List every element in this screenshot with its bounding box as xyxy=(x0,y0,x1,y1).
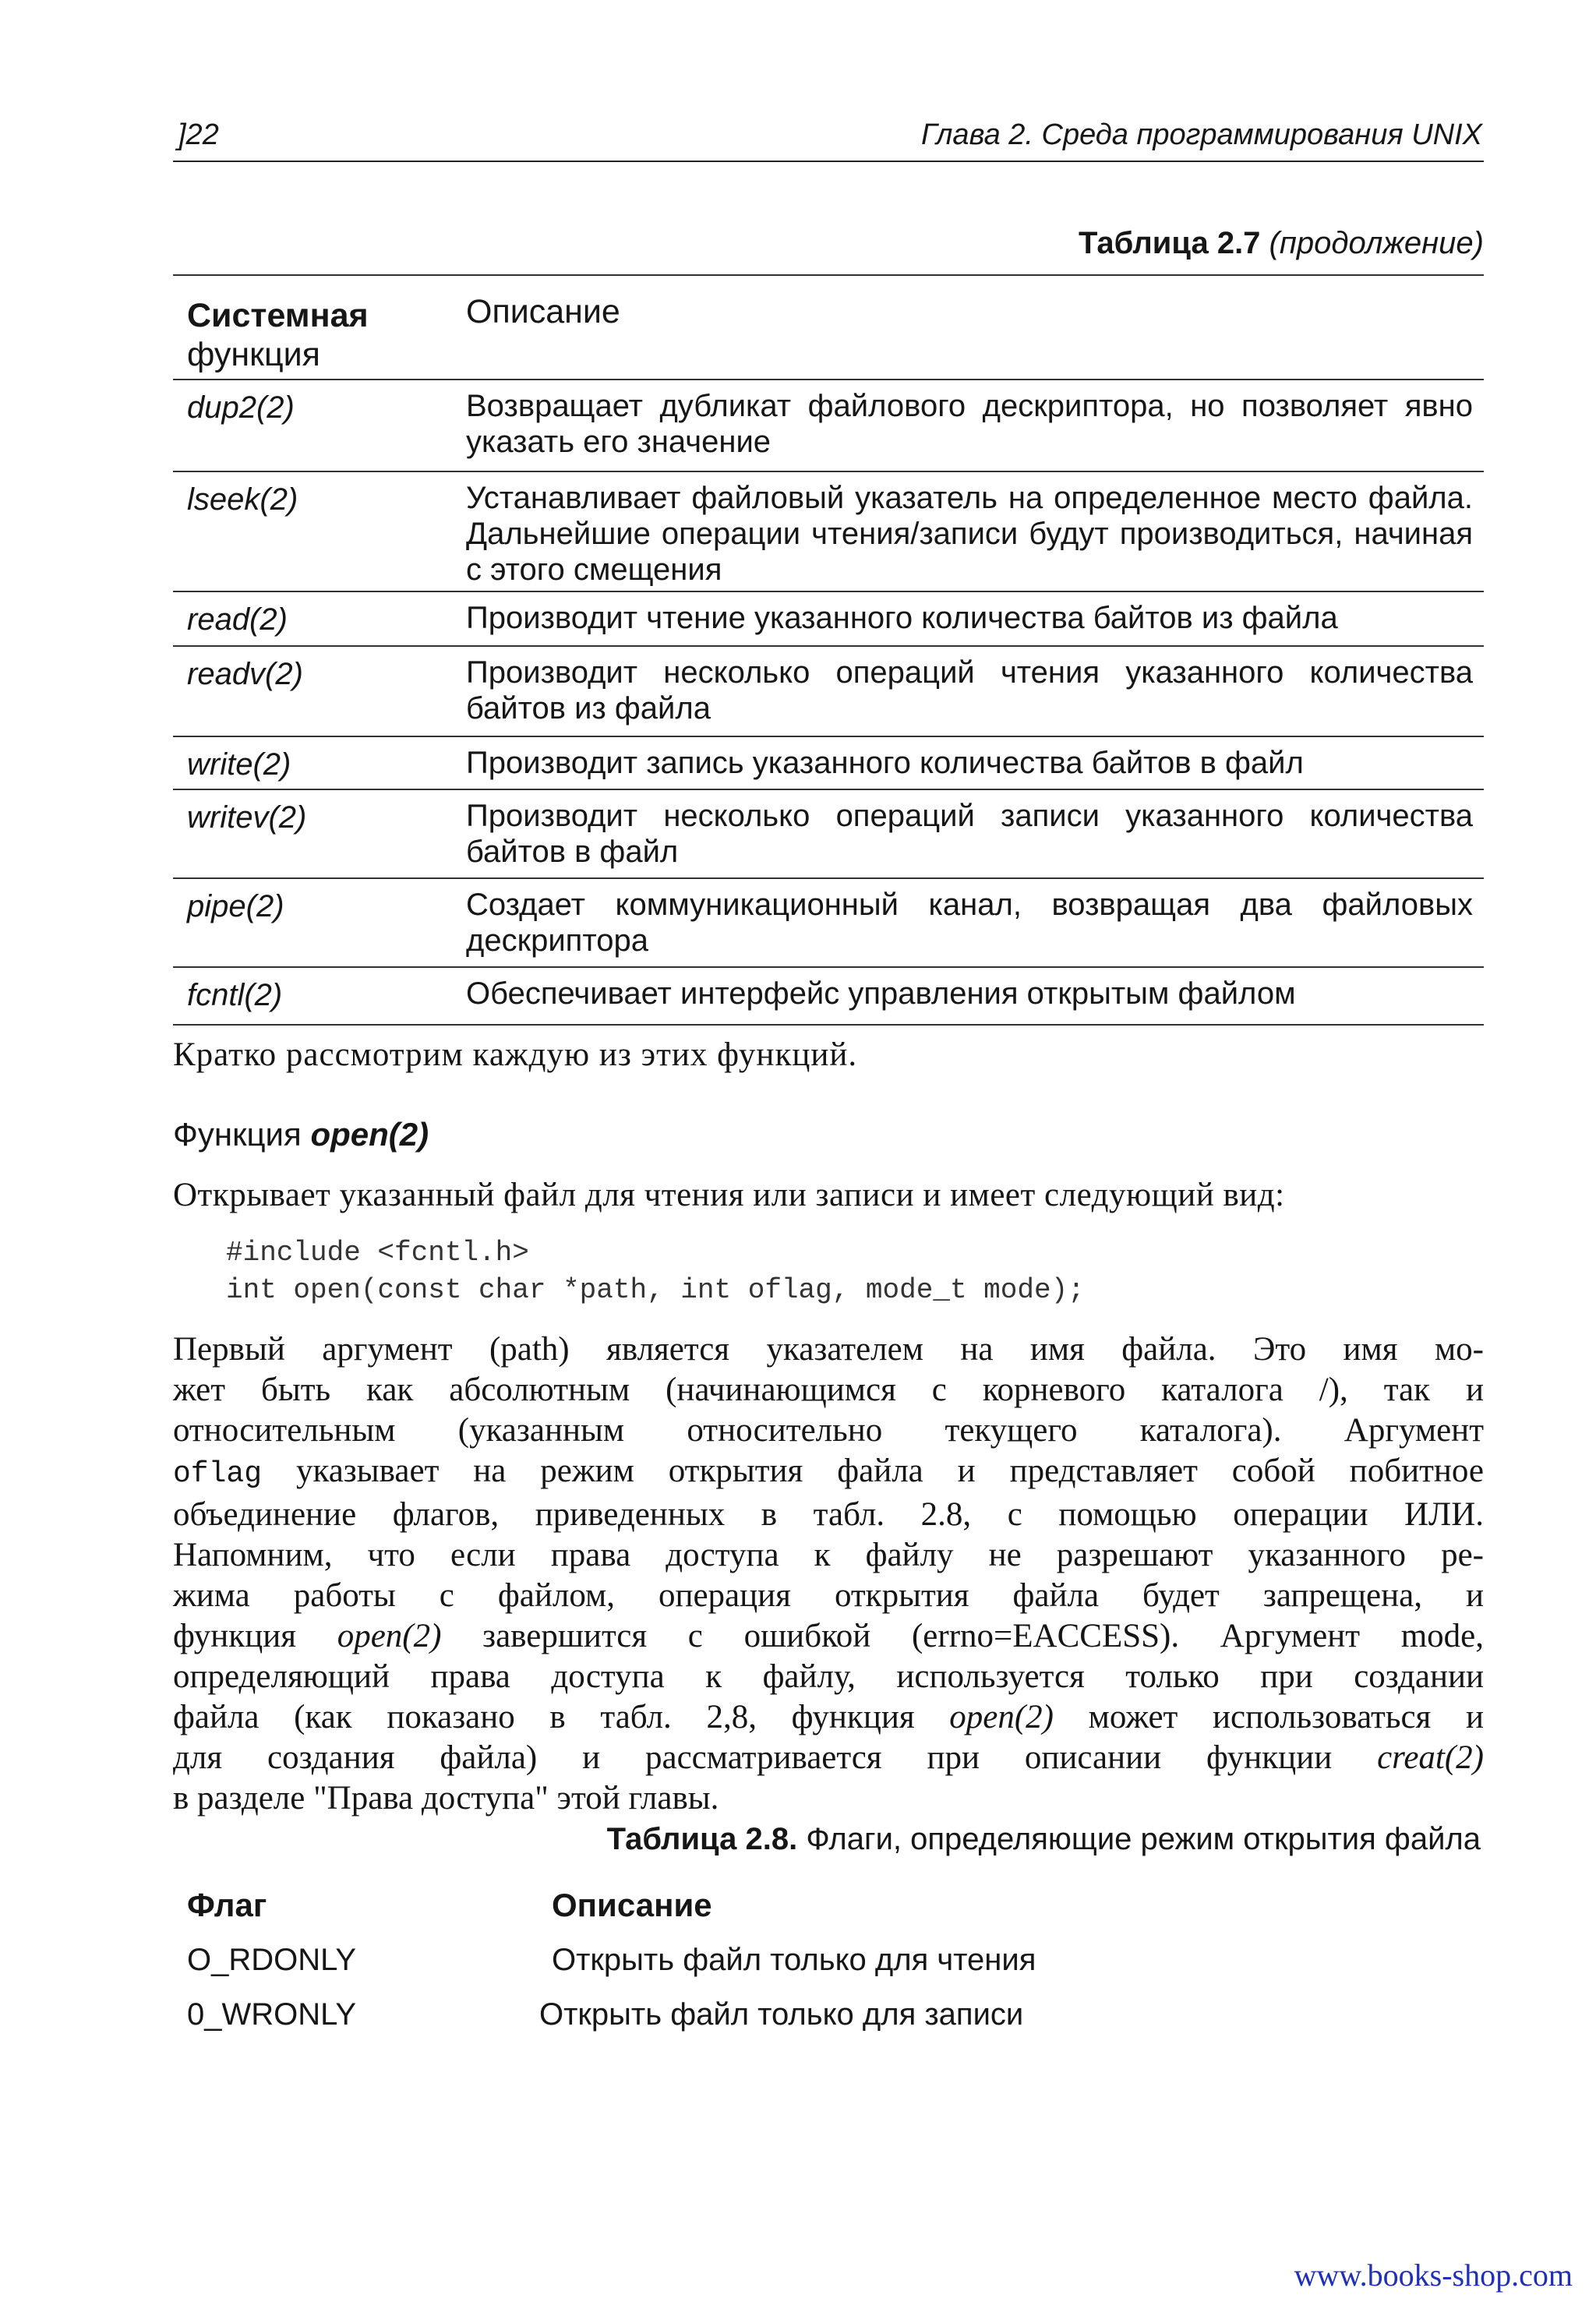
function-name: readv(2) xyxy=(187,657,303,691)
section-heading xyxy=(173,1116,429,1153)
function-description: Производит чтение указанного количества байтов из файла xyxy=(466,601,1338,635)
text-line: объединение флагов, приведенных в табл. 2.8, с помощью операции ИЛИ. xyxy=(173,1496,1484,1533)
table-2-7-caption-note: (продолжение) xyxy=(1269,226,1484,260)
watermark-link[interactable]: www.books-shop.com xyxy=(1294,2258,1573,2293)
page-number: ]22 xyxy=(178,118,219,151)
function-description: Возвращает дубликат файлового дескриптора, но позволяет явно указать его значение xyxy=(466,389,1473,459)
text-line: Первый аргумент (path) является указателем на имя файла. Это имя мо- xyxy=(173,1331,1484,1368)
section-heading-prefix: Функция xyxy=(173,1116,302,1153)
text-line xyxy=(173,1451,1484,1495)
section-heading-function: open(2) xyxy=(310,1116,429,1153)
table-row xyxy=(173,380,1484,472)
table-2-7-caption xyxy=(1079,226,1484,261)
function-reference: open(2) xyxy=(337,1618,442,1654)
function-name: fcntl(2) xyxy=(187,978,283,1012)
text-fragment: указывает на режим открытия файла и представляет собой побитное xyxy=(262,1453,1484,1489)
flag-name: O_RDONLY xyxy=(187,1942,357,1977)
function-description: Производит запись указанного количества байтов в файл xyxy=(466,746,1304,780)
oflag-code: oflag xyxy=(173,1457,263,1491)
function-description: Производит несколько операций записи указанного количества байтов в файл xyxy=(466,799,1473,869)
table-2-8-caption-label: Таблица 2.8. xyxy=(606,1822,798,1856)
table-row xyxy=(173,1933,1484,1987)
text-fragment: функция xyxy=(173,1618,337,1654)
function-name: read(2) xyxy=(187,602,288,637)
text-line: Напомним, что если права доступа к файлу не разрешают указанного ре- xyxy=(173,1537,1484,1573)
function-name: writev(2) xyxy=(187,800,307,835)
flag-name: 0_WRONLY xyxy=(187,1997,357,2032)
intro-paragraph: Кратко рассмотрим каждую из этих функций. xyxy=(173,1036,858,1073)
function-name: lseek(2) xyxy=(187,482,298,517)
col1-header-line1: Системная xyxy=(187,297,369,334)
code-line-prototype: int open(const char *path, int oflag, mode_t mode); xyxy=(226,1274,1085,1306)
col1-header-line2: функция xyxy=(187,336,320,373)
text-line xyxy=(173,1697,1484,1738)
text-line xyxy=(173,1616,1484,1657)
table-2-7-caption-label: Таблица 2.7 xyxy=(1078,226,1261,260)
function-name: pipe(2) xyxy=(187,889,284,923)
flag-description: Открыть файл только для чтения xyxy=(552,1942,1036,1977)
text-line: жет быть как абсолютным (начинающимся с корневого каталога /), так и xyxy=(173,1372,1484,1408)
description-column-header: Описание xyxy=(552,1887,712,1923)
text-fragment: может использоваться и xyxy=(1054,1699,1484,1735)
function-description: Производит несколько операций чтения указанного количества байтов из файла xyxy=(466,655,1473,726)
text-fragment: файла (как показано в табл. 2,8, функция xyxy=(173,1699,950,1735)
code-block xyxy=(226,1234,1085,1309)
chapter-title: Глава 2. Среда программирования UNIX xyxy=(921,118,1482,151)
table-row xyxy=(173,879,1484,968)
text-line: в разделе "Права доступа" этой главы. xyxy=(173,1780,719,1817)
table-row xyxy=(173,647,1484,737)
table-2-7-header-row xyxy=(173,276,1484,380)
table-row xyxy=(173,968,1484,1026)
function-description: Устанавливает файловый указатель на определенное место файла. Дальнейшие операции чтения/записи будут производиться, начиная с этого смещения xyxy=(466,481,1473,587)
table-row xyxy=(173,737,1484,790)
text-line: жима работы с файлом, операция открытия файла будет запрещена, и xyxy=(173,1577,1484,1614)
function-reference: open(2) xyxy=(949,1699,1054,1735)
function-description: Создает коммуникационный канал, возвращая два файловых дескриптора xyxy=(466,888,1473,958)
text-line: относительным (указанным относительно текущего каталога). Аргумент xyxy=(173,1412,1484,1449)
table-2-7-col1-header xyxy=(173,276,466,379)
table-row xyxy=(173,472,1484,592)
table-row xyxy=(173,592,1484,647)
table-2-7 xyxy=(173,274,1484,1026)
text-line: определяющий права доступа к файлу, используется только при создании xyxy=(173,1658,1484,1695)
flag-description: Открыть файл только для записи xyxy=(539,1997,1024,2032)
text-fragment: завершится с ошибкой (errno=EACCESS). Аргумент mode, xyxy=(441,1618,1484,1654)
text-line xyxy=(173,1738,1484,1778)
function-description: Обеспечивает интерфейс управления открытым файлом xyxy=(466,976,1296,1011)
table-2-8-caption-text: Флаги, определяющие режим открытия файла xyxy=(797,1822,1481,1856)
function-reference: creat(2) xyxy=(1377,1739,1484,1776)
arguments-paragraph xyxy=(173,1329,1484,1819)
flag-column-header: Флаг xyxy=(187,1887,267,1923)
table-2-8 xyxy=(173,1878,1484,2042)
running-header xyxy=(173,117,1484,162)
function-name: dup2(2) xyxy=(187,390,295,425)
text-fragment: для создания файла) и рассматривается при описании функции xyxy=(173,1739,1378,1776)
function-name: write(2) xyxy=(187,747,291,782)
table-row xyxy=(173,1987,1484,2042)
table-2-8-header-row xyxy=(173,1878,1484,1933)
table-row xyxy=(173,790,1484,879)
code-line-include: #include <fcntl.h> xyxy=(226,1237,529,1269)
table-2-7-col2-header: Описание xyxy=(466,293,620,330)
open-description-paragraph: Открывает указанный файл для чтения или записи и имеет следующий вид: xyxy=(173,1177,1285,1213)
table-2-8-caption xyxy=(607,1822,1481,1857)
